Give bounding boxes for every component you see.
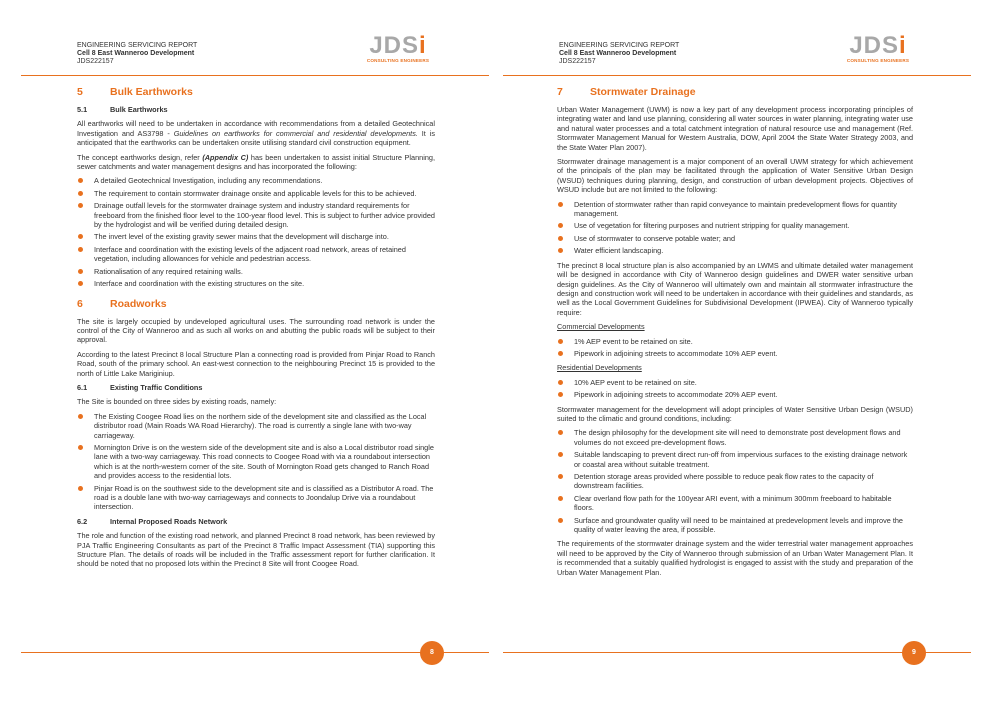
list-item: 10% AEP event to be retained on site. (557, 378, 913, 387)
footer-rule (21, 652, 489, 653)
paragraph: All earthworks will need to be undertaken in accordance with recommendations from a detailed Geotechnical Investigation and AS3798 - Guidelines on earthworks for commercial and residential developments. It is anticipated that the earthworks can be undertaken onsite utilising standard civil construction equipment. (77, 119, 435, 148)
page-number: 8 (420, 641, 444, 665)
project-name: Cell 8 East Wanneroo Development (77, 50, 195, 57)
list-item: The design philosophy for the development site will need to demonstrate post development flows and volumes do not exceed pre-development flows. (557, 428, 913, 447)
page-header (559, 42, 679, 66)
report-title: ENGINEERING SERVICING REPORT (77, 42, 198, 49)
list-item: Pipework in adjoining streets to accommodate 10% AEP event. (557, 349, 913, 358)
bullet-list (557, 378, 913, 400)
bullet-list (557, 337, 913, 359)
paragraph: The precinct 8 local structure plan is also accompanied by an LWMS and ultimate detailed water management will be designed in accordance with City of Wanneroo design guidelines and DWER water sensitive urban design guidelines. As the City of Wanneroo will ultimately own and maintain all stormwater infrastructure the design and construction work will need to be undertaken in accordance with their guidelines and standards, as well as the Local Government Guidelines for Subdivisional Development (IPWEA). City of Wanneroo typically require: (557, 260, 913, 317)
list-item: Pipework in adjoining streets to accommodate 20% AEP event. (557, 390, 913, 399)
list-item: The requirement to contain stormwater drainage onsite and applicable levels for this to be achieved. (77, 189, 435, 198)
paragraph: Stormwater drainage management is a major component of an overall UWM strategy for which achievement of the principals of the plan may be facilitated through the application of Water Sensitive Urban Design (WSUD) techniques during planning, design, and construction of urban development projects. Objectives of WSUD include but are not limited to the following: (557, 157, 913, 195)
bullet-list (557, 428, 913, 534)
paragraph: The site is largely occupied by undeveloped agricultural uses. The surrounding road network is under the control of the City of Wanneroo and as such all works on and abutting the public roads will be subject to their approval. (77, 316, 435, 345)
list-item: Suitable landscaping to prevent direct run-off from impervious surfaces to the existing drainage network or coastal area without suitable treatment. (557, 450, 913, 469)
list-item: Detention of stormwater rather than rapid conveyance to maintain predevelopment flows for quantity management. (557, 200, 913, 219)
job-number: JDS222157 (77, 58, 114, 65)
logo-i: i (899, 32, 907, 59)
list-item: Interface and coordination with the existing structures on the site. (77, 279, 435, 288)
job-number: JDS222157 (559, 58, 596, 65)
section-heading: 7 Stormwater Drainage (557, 86, 696, 98)
company-logo (362, 34, 434, 63)
list-item: Use of vegetation for filtering purposes and nutrient stripping for quality management. (557, 221, 913, 230)
header-rule (503, 75, 971, 76)
list-item: Clear overland flow path for the 100year ARI event, with a minimum 300mm freeboard to habitable floors. (557, 494, 913, 513)
list-item: Pinjar Road is on the southwest side to the development site and is classified as a Distributor A road. The road is a double lane with two-way carriageways and connects to Joondalup Drive via a roundabout intersection. (77, 484, 435, 512)
page-number: 9 (902, 641, 926, 665)
section-heading: 6 Roadworks (77, 297, 167, 310)
logo-word: JDS (369, 32, 419, 59)
list-item: Surface and groundwater quality will need to be maintained at predevelopment levels and improve the quality of water leaving the area, if possible. (557, 516, 913, 535)
bullet-list (557, 200, 913, 256)
header-rule (21, 75, 489, 76)
paragraph: According to the latest Precinct 8 local Structure Plan a connecting road is provided from Pinjar Road to Ranch Road, south of the primary school. An east-west connection to the neighbouring Precinct 15 is provided to the north of Little Lake Mariginiup. (77, 349, 435, 378)
list-item: Detention storage areas provided where possible to reduce peak flow rates to the capacity of downstream facilities. (557, 472, 913, 491)
list-item: Water efficient landscaping. (557, 246, 913, 255)
list-item: 1% AEP event to be retained on site. (557, 337, 913, 346)
page-header (77, 42, 197, 66)
paragraph: The Site is bounded on three sides by existing roads, namely: (77, 397, 277, 407)
list-item: Use of stormwater to conserve potable water; and (557, 234, 913, 243)
paragraph: The concept earthworks design, refer (Appendix C) has been undertaken to assist initial Structure Planning, sewer catchments and water management designs and has incorporated the following: (77, 152, 435, 172)
subsection-heading: 5.1 Bulk Earthworks (77, 105, 168, 114)
list-item: Interface and coordination with the existing levels of the adjacent road network, areas of retained vegetation, including allowances for vehicle and pedestrian access. (77, 245, 435, 264)
paragraph: The role and function of the existing road network, and planned Precinct 8 road network, has been reviewed by PJA Traffic Engineering Consultants as part of the Precinct 8 Traffic Impact Assessment (TIA) supporting this Structure Plan. The details of roads will be included in the Traffic assessment report for further clarification. It should be noted that no proposed lots within the Precinct 8 Site will front Coogee Road. (77, 531, 435, 569)
list-item: The Existing Coogee Road lies on the northern side of the development site and classified as the Local distributor road (Main Roads WA Road Hierarchy). The road is currently a single lane with two-way carriageway. (77, 412, 435, 440)
report-title: ENGINEERING SERVICING REPORT (559, 42, 680, 49)
residential-heading: Residential Developments (557, 363, 642, 373)
paragraph: Urban Water Management (UWM) is now a key part of any development process incorporating principles of integrating water and land use planning, considering all water sources in water planning, integrating water use and natural water processes and a total catchment integration of natural resource use and management (Ref. Stormwater Management Manual for Western Australia, DOW, April 2004 the State Water Strategy 2003, and the State Water Plan 2007). (557, 105, 913, 152)
list-item: Rationalisation of any required retaining walls. (77, 267, 435, 276)
project-name: Cell 8 East Wanneroo Development (559, 50, 677, 57)
subsection-heading: 6.2 Internal Proposed Roads Network (77, 516, 228, 526)
footer-rule (503, 652, 971, 653)
paragraph: Stormwater management for the development will adopt principles of Water Sensitive Urban Design (WSUD) suited to the climatic and ground conditions, including: (557, 404, 913, 423)
subsection-heading: 6.1 Existing Traffic Conditions (77, 382, 203, 392)
page-8 (0, 0, 496, 702)
page-9 (497, 0, 993, 702)
bullet-list (77, 412, 435, 512)
logo-subtitle: CONSULTING ENGINEERS (366, 58, 430, 63)
logo-subtitle: CONSULTING ENGINEERS (846, 58, 910, 63)
list-item: The invert level of the existing gravity sewer mains that the development will discharge into. (77, 232, 435, 241)
list-item: Drainage outfall levels for the stormwater drainage system and industry standard requirements for freeboard from the finished floor level to the 100-year flood level. This is subject to further advice provided by the hydrologist and will be verified during detailed design. (77, 201, 435, 229)
page-content (77, 86, 435, 574)
paragraph: The requirements of the stormwater drainage system and the wider terrestrial water management approaches will need to be approved by the City of Wanneroo through submission of an Urban Water Management Plan. It is recommended that a suitably qualified hydrologist is engaged to assist with the study and preparation of the Urban Water Management Plan. (557, 539, 913, 577)
list-item: A detailed Geotechnical Investigation, including any recommendations. (77, 176, 435, 185)
logo-word: JDS (849, 32, 899, 59)
section-heading: 5 Bulk Earthworks (77, 86, 193, 98)
logo-i: i (419, 32, 427, 59)
list-item: Mornington Drive is on the western side of the development site and is also a Local distributor road single lane with a two-way carriageway. This road connects to Coogee Road with via a roundabout intersection which is at the north-western corner of the site. South of Mornington Road gets changed to Ranch Road and provides access to the residential lots. (77, 443, 435, 481)
company-logo (842, 34, 914, 63)
commercial-heading: Commercial Developments (557, 322, 645, 332)
bullet-list (77, 176, 435, 288)
page-content (557, 86, 913, 582)
